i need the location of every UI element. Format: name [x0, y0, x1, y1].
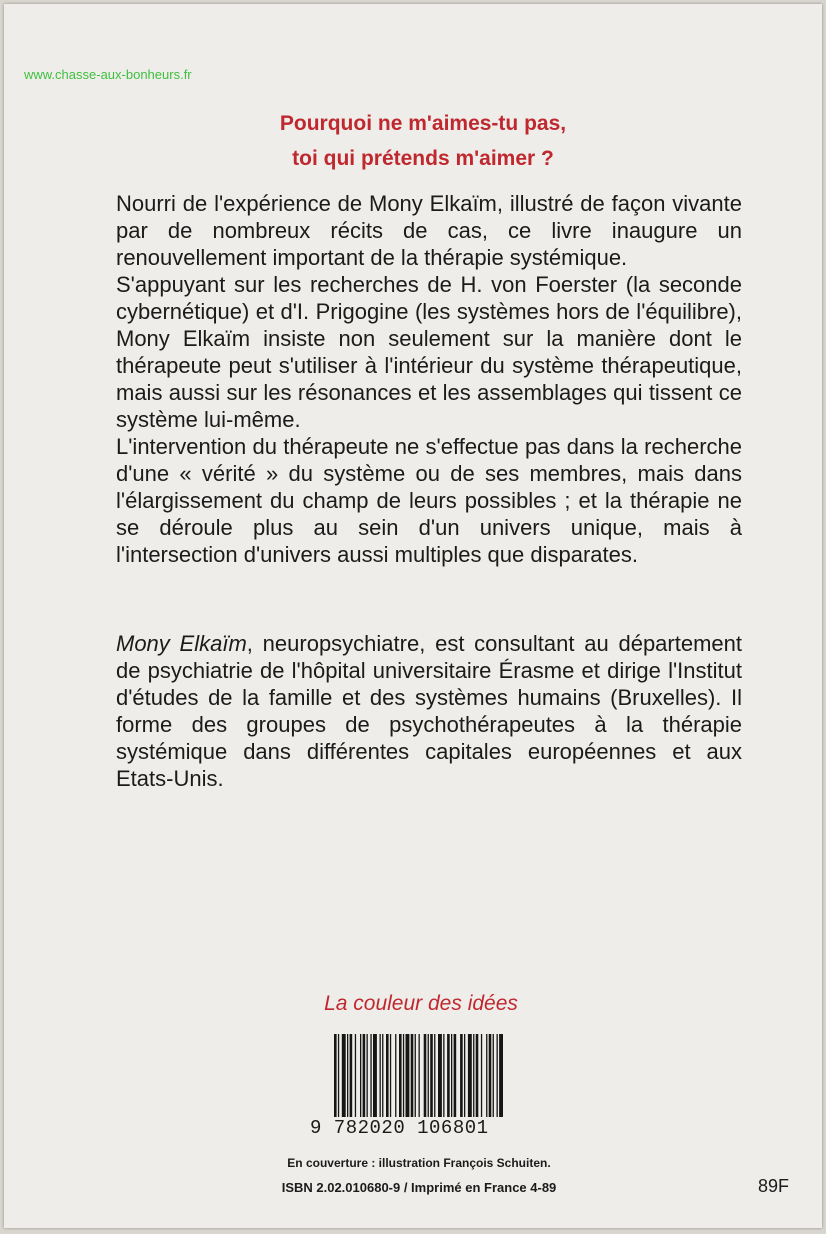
barcode-bar [395, 1034, 396, 1128]
barcode-bar [334, 1034, 337, 1128]
barcode-bar [382, 1034, 383, 1128]
barcode-bar [347, 1034, 348, 1128]
barcode-bar [430, 1034, 433, 1128]
barcode-bar [481, 1034, 482, 1128]
barcode-image [334, 1034, 506, 1130]
barcode-bar [468, 1034, 472, 1128]
tagline-line-1: Pourquoi ne m'aimes-tu pas, [279, 112, 567, 135]
barcode-bar [460, 1034, 463, 1128]
barcode-bar [473, 1034, 474, 1128]
barcode-bar [370, 1034, 371, 1128]
watermark-url: www.chasse-aux-bonheurs.fr [24, 67, 192, 82]
back-cover [4, 4, 822, 1228]
barcode-bar [415, 1034, 416, 1128]
price: 89F [758, 1176, 790, 1196]
author-name: Mony Elkaïm [116, 631, 247, 656]
barcode-bar [424, 1034, 427, 1128]
barcode-bar [342, 1034, 346, 1128]
barcode-bar [338, 1034, 339, 1128]
barcode-bar [390, 1034, 391, 1128]
description-paragraph-3: L'intervention du thérapeute ne s'effectue pas dans la recherche d'une « vérité » du système ou de ses membres, mais dans l'élargissement du champ de leurs possibles ; et la thérapie ne se déroule plus au sein d'un univers unique, mais à l'intersection d'univers aussi multiples que disparates. [116, 434, 742, 567]
barcode-bar [428, 1034, 429, 1128]
barcode-bar [486, 1034, 487, 1128]
barcode-bar [434, 1034, 435, 1128]
description-paragraph-2: S'appuyant sur les recherches de H. von Foerster (la seconde cybernétique) et d'I. Prigogine (les systèmes hors de l'équilibre), Mony Elkaïm insiste non seulement sur la manière dont le thérapeute peut s'utiliser à l'intérieur du système thérapeutique, mais aussi sur les résonances et les assemblages qui tissent ce système lui-même. [116, 272, 742, 432]
isbn-line: ISBN 2.02.010680-9 / Imprimé en France 4-89 [281, 1180, 557, 1195]
description-paragraph-1: Nourri de l'expérience de Mony Elkaïm, illustré de façon vivante par de nombreux récits de cas, ce livre inaugure un renouvellement important de la thérapie systémique. [116, 191, 742, 270]
barcode-bar [360, 1034, 361, 1128]
barcode-bar [489, 1034, 492, 1128]
barcode-bar [411, 1034, 414, 1128]
author-bio [116, 630, 742, 792]
author-bio-text: , neuropsychiatre, est consultant au département de psychiatrie de l'hôpital universitaire Érasme et dirige l'Institut d'études de la famille et des systèmes humains (Bruxelles). Il forme des groupes de psychothérapeutes à la thérapie systémique dans différentes capitales européennes et aux Etats-Unis. [116, 631, 742, 791]
barcode-bar [380, 1034, 381, 1128]
barcode-bar [438, 1034, 442, 1128]
barcode-bar [493, 1034, 494, 1128]
barcode-bar [497, 1034, 498, 1128]
tagline-line-2: toi qui prétends m'aimer ? [292, 147, 554, 170]
barcode-bar [363, 1034, 366, 1128]
book-description [116, 190, 742, 568]
barcode-bar [447, 1034, 450, 1128]
cover-credit: En couverture : illustration François Schuiten. [287, 1156, 551, 1170]
barcode-bar [355, 1034, 356, 1128]
barcode-bar [499, 1034, 503, 1128]
barcode-bar [451, 1034, 452, 1128]
barcode-number: 9 782020 106801 [310, 1117, 510, 1139]
barcode-bar [476, 1034, 479, 1128]
barcode-bar [373, 1034, 377, 1128]
barcode-bar [367, 1034, 368, 1128]
barcode-bar [350, 1034, 353, 1128]
barcode-bar [454, 1034, 457, 1128]
barcode-bar [386, 1034, 389, 1128]
barcode-bar [399, 1034, 402, 1128]
barcode-bar [443, 1034, 444, 1128]
barcode-bar [419, 1034, 420, 1128]
series-title: La couleur des idées [324, 992, 518, 1015]
barcode-bar [403, 1034, 404, 1128]
tagline [4, 106, 822, 176]
barcode-bar [406, 1034, 410, 1128]
barcode-bar [464, 1034, 465, 1128]
